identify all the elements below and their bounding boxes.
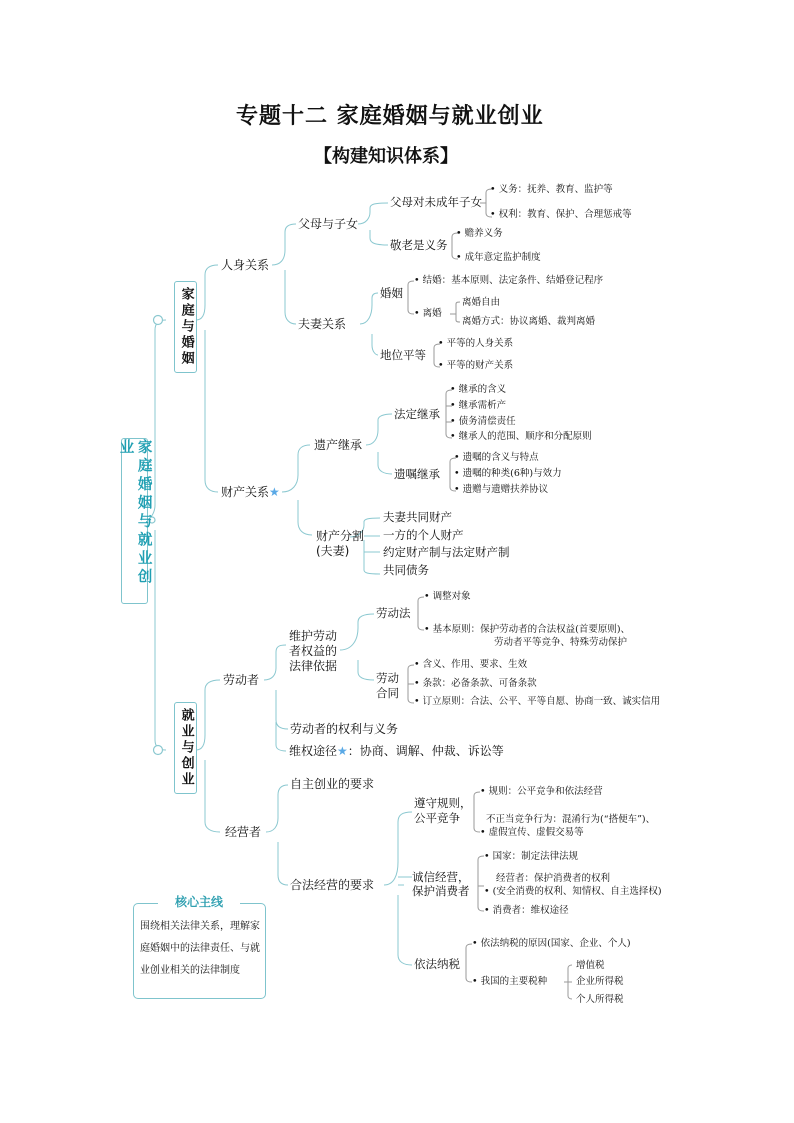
node-worker: 劳动者: [223, 673, 260, 687]
root-node: [117, 438, 152, 604]
leaf-unfair-2: 虚假宣传、虚假交易等: [488, 827, 584, 838]
leaf-st3: 债务清偿责任: [458, 416, 516, 427]
leaf-sp1: 夫妻共同财产: [383, 510, 452, 524]
node-contract-1: 劳动: [376, 671, 399, 685]
core-body: 围绕相关法律关系，理解家庭婚姻中的法律责任、与就业创业相关的法律制度: [140, 921, 260, 976]
node-split-1: 财产分割: [316, 529, 365, 543]
node-property: 财产关系: [221, 485, 270, 499]
page-title: 专题十二 家庭婚姻与就业创业: [236, 104, 544, 129]
node-tax: 依法纳税: [414, 957, 460, 971]
leaf-c2: 条款：必备条款、可备条款: [422, 678, 537, 689]
leaf-adjust: 调整对象: [432, 591, 471, 602]
star-icon: ★: [269, 485, 280, 499]
leaf-divorce-free: 离婚自由: [462, 297, 501, 308]
node-will: 遗嘱继承: [394, 467, 440, 481]
node-person-relation: 人身关系: [221, 258, 270, 272]
node-fair-2: 公平竞争: [414, 811, 460, 825]
leaf-cit: 企业所得税: [576, 976, 624, 987]
leaf-guardianship: 成年意定监护制度: [464, 252, 541, 263]
branch-family-label: 家庭与婚姻: [178, 287, 194, 367]
node-rights: 劳动者的权利与义务: [290, 722, 399, 736]
leaf-vat: 增值税: [576, 960, 605, 971]
leaf-sp4: 共同债务: [383, 563, 429, 577]
node-elder: 敬老是义务: [390, 238, 448, 252]
node-protect: 维权途径: [289, 744, 338, 758]
leaf-biz-1: 经营者：保护消费者的权利: [496, 873, 611, 884]
leaf-right: 权利：教育、保护、合理惩戒等: [498, 209, 632, 220]
leaf-sp3: 约定财产制与法定财产制: [383, 545, 510, 559]
leaf-consumer: 消费者：维权途径: [492, 905, 569, 916]
section-subtitle: 【构建知识体系】: [314, 146, 458, 167]
node-basis-2: 者权益的: [289, 644, 338, 658]
node-basis-3: 法律依据: [289, 659, 338, 673]
core-title: 核心主线: [158, 896, 240, 908]
leaf-rule: 规则：公平竞争和依法经营: [488, 786, 603, 797]
node-protect-value: ：协商、调解、仲裁、诉讼等: [347, 744, 504, 758]
leaf-c1: 含义、作用、要求、生效: [422, 659, 528, 670]
leaf-equal-person: 平等的人身关系: [446, 338, 514, 349]
leaf-marry: 结婚：基本原则、法定条件、结婚登记程序: [422, 275, 604, 286]
node-couple: 夫妻关系: [298, 317, 347, 331]
node-legal-biz: 合法经营的要求: [290, 878, 375, 892]
leaf-divorce-way: 离婚方式：协议离婚、裁判离婚: [462, 316, 596, 327]
leaf-tax-reason: 依法纳税的原因(国家、企业、个人): [480, 938, 631, 949]
leaf-tax-kinds: 我国的主要税种: [480, 976, 548, 987]
leaf-principle-1: 基本原则：保护劳动者的合法权益(首要原则)、: [432, 624, 631, 635]
leaf-w2: 遗嘱的种类(6种)与效力: [462, 468, 562, 479]
leaf-st2: 继承需析产: [458, 400, 507, 411]
branch-employment: [174, 702, 197, 794]
root-label: 家庭婚姻与就业创业: [117, 439, 152, 587]
branch-employment-label: 就业与创业: [178, 708, 194, 788]
leaf-state: 国家：制定法律法规: [492, 851, 579, 862]
node-labor-law: 劳动法: [376, 606, 411, 620]
leaf-biz-2: (安全消费的权利、知情权、自主选择权): [492, 886, 662, 897]
node-fair-1: 遵守规则，: [414, 796, 472, 810]
leaf-unfair-1: 不正当竞争行为：混淆行为(“搭便车”)、: [486, 814, 656, 825]
leaf-principle-2: 劳动者平等竞争、特殊劳动保护: [494, 637, 628, 648]
branch-family: [174, 281, 197, 373]
star-icon: ★: [337, 744, 348, 758]
node-equal-status: 地位平等: [380, 348, 426, 362]
node-operator: 经营者: [225, 825, 262, 839]
leaf-st1: 继承的含义: [458, 384, 507, 395]
node-inherit: 遗产继承: [314, 438, 363, 452]
node-marriage: 婚姻: [380, 286, 403, 300]
node-basis-1: 维护劳动: [289, 629, 338, 643]
leaf-divorce: 离婚: [422, 308, 442, 319]
leaf-c3: 订立原则：合法、公平、平等自愿、协商一致、诚实信用: [422, 696, 661, 707]
leaf-sp2: 一方的个人财产: [383, 528, 464, 542]
leaf-st4: 继承人的范围、顺序和分配原则: [458, 431, 592, 442]
node-split-2: (夫妻): [316, 544, 350, 558]
leaf-equal-property: 平等的财产关系: [446, 360, 514, 371]
node-startup: 自主创业的要求: [290, 777, 375, 791]
node-contract-2: 合同: [376, 686, 399, 700]
node-parents-children: 父母与子女: [298, 217, 359, 231]
leaf-duty: 义务：抚养、教育、监护等: [498, 184, 613, 195]
leaf-support: 赡养义务: [464, 228, 503, 239]
node-statutory: 法定继承: [394, 407, 440, 421]
leaf-w1: 遗嘱的含义与特点: [462, 452, 539, 463]
node-honest-2: 保护消费者: [412, 884, 470, 898]
leaf-w3: 遗赠与遗赠扶养协议: [462, 484, 549, 495]
node-honest-1: 诚信经营，: [412, 870, 470, 884]
leaf-iit: 个人所得税: [576, 994, 624, 1005]
node-minor-children: 父母对未成年子女: [390, 195, 482, 209]
